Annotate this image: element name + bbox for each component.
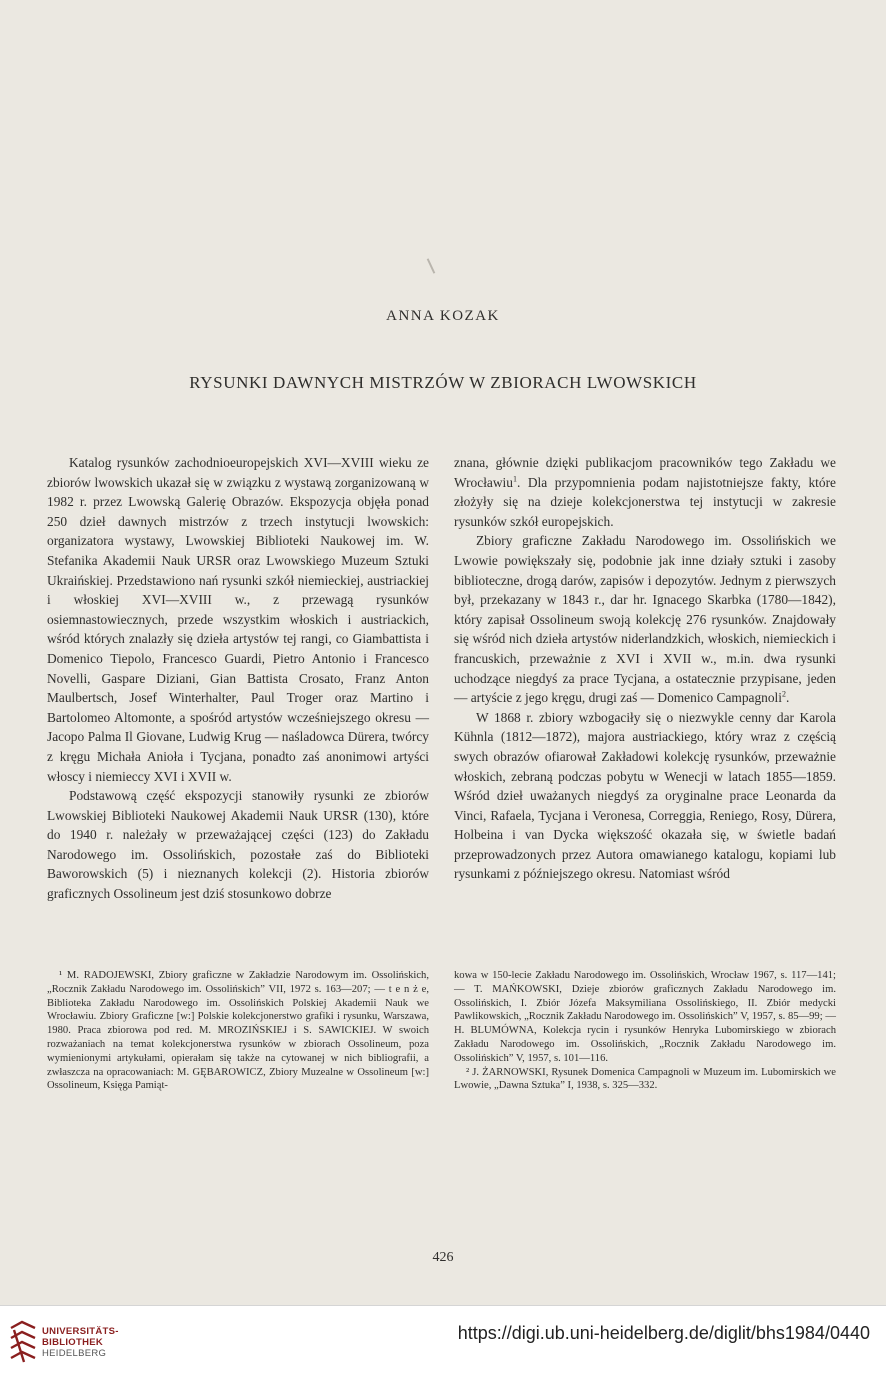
paragraph-text: znana, głównie dzięki publikacjom pracowników tego Zakładu we Wrocławiu xyxy=(454,455,836,490)
footnote: ¹ M. RADOJEWSKI, Zbiory graficzne w Zakładzie Narodowym im. Ossolińskich, „Rocznik Zakładu Narodowego im. Ossolińskich” VII, 1972 s. 163—207; — t e n ż e, Biblioteka Zakładu Narodowego im. Ossolińskich Polskiej Akademii Nauk we Wrocławiu. Zbiory Graficzne [w:] Polskie kolekcjonerstwo grafiki i rysunku, Warszawa, 1980. Praca zbiorowa pod red. M. MROZIŃSKIEJ i S. SAWICKIEJ. W swoich rozważaniach na temat kolekcjonerstwa rysunków w zbiorach Ossolineum, poza wymienionymi artykułami, opierałam się także na cytowanej w nich bibliografii, a zwłaszcza na opracowaniach: M. GĘBAROWICZ, Zbiory Muzealne w Ossolineum [w:] Ossolineum, Księga Pamiąt- xyxy=(47,970,429,1092)
article-title: RYSUNKI DAWNYCH MISTRZÓW W ZBIORACH LWOWSKICH xyxy=(189,373,697,392)
permalink[interactable]: https://digi.ub.uni-heidelberg.de/diglit/bhs1984/0440 xyxy=(457,1323,870,1343)
paragraph: W 1868 r. zbiory wzbogaciły się o niezwykle cenny dar Karola Kühnla (1812—1872), majora austriackiego, który wraz z częścią swych obrazów ofiarował Zakładowi kolekcję rysunków, przeważnie włoskich, zebraną podczas pobytu w Wenecji w latach 1855—1859. Wśród dzieł uważanych niegdyś za oryginalne prace Leonarda da Vinci, Rafaela, Tycjana i Veronesa, Correggia, Reniego, Rosy, Dürera, Holbeina i van Dycka większość okazała się, w świetle badań przeprowadzonych przez Autora omawianego katalogu, kopiami lub rysunkami z późniejszego okresu. Natomiast wśród xyxy=(454,709,836,882)
paragraph-text: . xyxy=(785,690,790,706)
paragraph: Katalog rysunków zachodnioeuropejskich XVI—XVIII wieku ze zbiorów lwowskich ukazał się w związku z wystawą zorganizowaną w 1982 r. przez Lwowską Galerię Obrazów. Ekspozycja objęła ponad 250 dzieł dawnych mistrzów z trzech instytucji lwowskich: organizatora wystawy, Lwowskiej Biblioteki Naukowej im. W. Stefanika Akademii Nauk URSR oraz Lwowskiego Muzeum Sztuki Ukraińskiej. Przedstawiono nań rysunki szkół niemieckiej, austriackiej i włoskiej XVI—XVIII w., z przewagą rysunków osiemnastowiecznych, przede wszystkim włoskich i austriackich, wśród których znalazły się dzieła artystów tej rangi, co Giambattista i Domenico Tiepolo, Francesco Guardi, Pietro Antonio i Francesco Novelli, Gaspare Diziani, Gian Battista Crosato, Franz Anton Maulbertsch, Josef Winterhalter, Paul Troger oraz Martino i Bartolomeo Altomonte, a spośród artystów wcześniejszego okresu — Jacopo Palma Il Giovane, Ludwig Krug — naśladowca Dürera, twórcy z kręgu Michała Anioła i Tycjana, ponadto zaś anonimowi artyści włoscy i niemieccy XVI i XVII w. xyxy=(47,455,429,784)
logo-line: UNIVERSITÄTS- xyxy=(42,1326,119,1337)
footnote-ref: 2 xyxy=(781,689,786,699)
paragraph xyxy=(454,453,836,531)
paragraph-text: Zbiory graficzne Zakładu Narodowego im. Ossolińskich we Lwowie powiększały się, podobnie jak inne działy sztuki i zasoby biblioteczne, drogą darów, zapisów i depozytów. Jednym z pierwszych był, przekazany w 1843 r., dar hr. Ignacego Skarbka (1780—1842), który zapisał Ossolineum swoją kolekcję 276 rysunków. Znajdowały się wśród nich dzieła artystów niderlandzkich, włoskich, niemieckich i francuskich, przeważnie z XVI i XVII w., m.in. dwa rysunki uchodzące niegdyś za prace Tycjana, a ostatecznie przypisane, jeden — artyście z jego kręgu, drugi zaś — Domenico Campagnoli xyxy=(454,533,836,706)
footer-bar xyxy=(0,1305,886,1375)
footnotes-left xyxy=(47,969,429,1093)
footnote: kowa w 150-lecie Zakładu Narodowego im. Ossolińskich, Wrocław 1967, s. 117—141; — T. MAŃKOWSKI, Dzieje zbiorów graficznych Zakładu Narodowego im. Ossolińskich, I. Zbiór Józefa Maksymiliana Ossolińskiego, II. Zbiór medycki Pawlikowskich, „Rocznik Zakładu Narodowego im. Ossolińskich” V, 1957, s. 85—99; — H. BLUMÓWNA, Kolekcja rycin i rysunków Henryka Lubomirskiego w zbiorach Zakładu Narodowego im. Ossolińskich, „Rocznik Zakładu Narodowego im. Ossolińskich” V, 1957, s. 101—116. xyxy=(454,970,836,1064)
logo-line: BIBLIOTHEK xyxy=(42,1337,104,1348)
footnote: ² J. ŻARNOWSKI, Rysunek Domenica Campagnoli w Muzeum im. Lubomirskich we Lwowie, „Dawna Sztuka” I, 1938, s. 325—332. xyxy=(454,1066,836,1092)
paragraph-text: . Dla przypomnienia podam najistotniejsze fakty, które złożyły się na dzieje kolekcjonerstwa tej instytucji w zakresie rysunków szkół europejskich. xyxy=(454,474,836,529)
footnotes-right xyxy=(454,969,836,1093)
pencil-mark xyxy=(427,258,436,273)
university-library-logo[interactable] xyxy=(42,1326,119,1359)
footnote-ref: 1 xyxy=(512,474,517,484)
paragraph: Podstawową część ekspozycji stanowiły rysunki ze zbiorów Lwowskiej Biblioteki Naukowej Akademii Nauk URSR (130), które do 1940 r. należały w przeważającej części (123) do Zakładu Narodowego im. Ossolińskich, pozostałe zaś do Biblioteki Baworowskich (5) i nieznanych kolekcji (2). Historia zbiorów graficznych Ossolineum jest dziś stosunkowo dobrze xyxy=(47,788,429,902)
article-author: ANNA KOZAK xyxy=(386,308,500,324)
university-library-logo-icon[interactable] xyxy=(8,1318,38,1366)
page-number: 426 xyxy=(432,1250,454,1265)
paragraph xyxy=(454,531,836,707)
body-column-left xyxy=(47,453,429,904)
body-column-right xyxy=(454,453,836,884)
logo-line: HEIDELBERG xyxy=(42,1348,107,1359)
